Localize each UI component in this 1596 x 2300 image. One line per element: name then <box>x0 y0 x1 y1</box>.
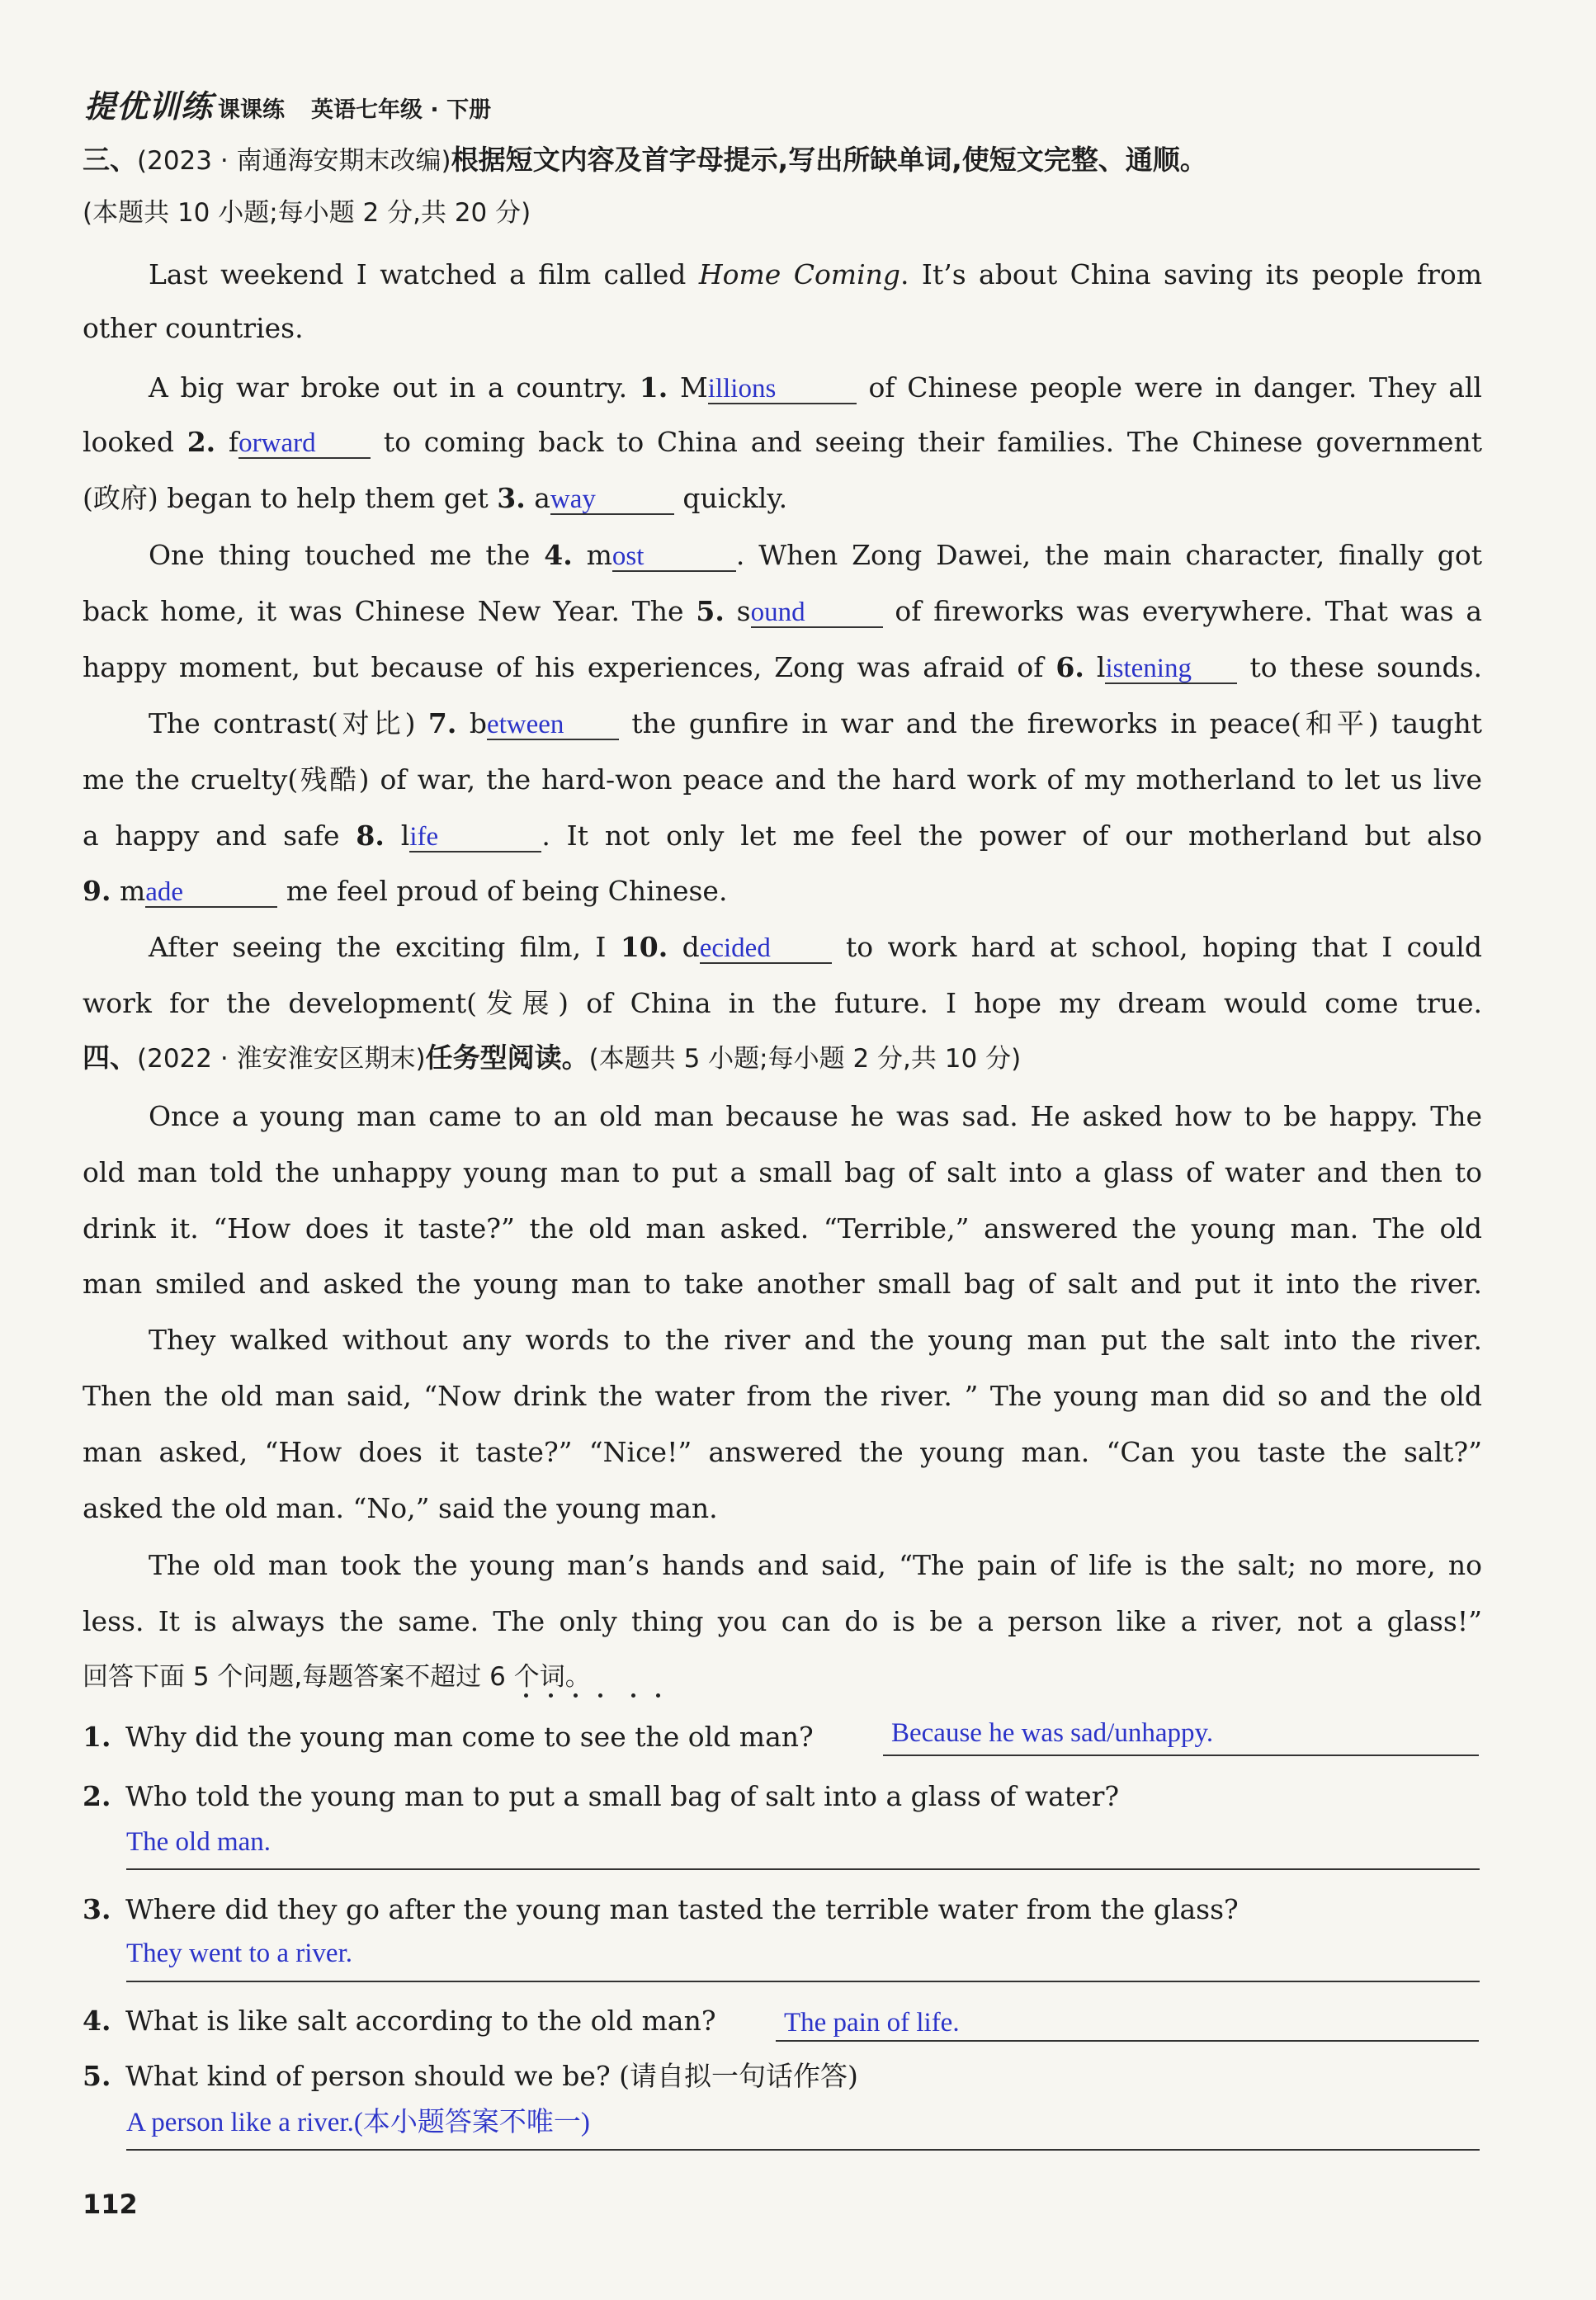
passage-3-line-3: happy moment, but because of his experiences, Zong was afraid of 6. listening to these sounds. <box>83 651 1482 683</box>
answer-4: The pain of life. <box>784 2008 960 2038</box>
passage-5-line-1: After seeing the exciting film, I 10. decided to work hard at school, hoping that I could <box>149 931 1482 963</box>
brand-logo: 提优训练 <box>84 88 214 125</box>
passage-3-line-1: One thing touched me the 4. most . When Zong Dawei, the main character, finally got <box>149 539 1482 571</box>
section-4-score: (本题共 5 小题;每小题 2 分,共 10 分) <box>588 1044 1022 1074</box>
section-3-instruction: 根据短文内容及首字母提示,写出所缺单词,使短文完整、通顺。 <box>451 144 1207 176</box>
blank-10[interactable]: ecided <box>700 933 832 964</box>
reading-line-5: They walked without any words to the river and the young man put the salt into the river. <box>149 1324 1482 1356</box>
question-5: 5. What kind of person should we be? (请自拟一句话作答) <box>83 2060 858 2092</box>
page-number: 112 <box>83 2189 138 2220</box>
passage-1-line-1: Last weekend I watched a film called Home Coming. It’s about China saving its people from <box>149 258 1483 290</box>
emphasis-dot <box>549 1693 553 1698</box>
emphasis-dot <box>598 1693 602 1698</box>
answer-line-5[interactable] <box>126 2149 1480 2151</box>
emphasis-dot <box>631 1693 635 1698</box>
blank-1[interactable]: illions <box>708 374 857 404</box>
section-3-source: (2023 · 南通海安期末改编) <box>137 146 451 176</box>
reading-line-2: old man told the unhappy young man to put a small bag of salt into a glass of water and then to <box>83 1156 1482 1188</box>
emphasis-dot <box>574 1693 578 1698</box>
answer-line-3[interactable] <box>126 1981 1480 1982</box>
answer-1: Because he was sad/unhappy. <box>891 1718 1214 1748</box>
question-3: 3. Where did they go after the young man tasted the terrible water from the glass? <box>83 1893 1239 1925</box>
reading-line-10: less. It is always the same. The only thing you can do is be a person like a river, not a glass!” <box>83 1605 1482 1637</box>
answer-line-4[interactable] <box>776 2040 1479 2042</box>
series-name: 课课练 <box>218 97 286 123</box>
passage-5-line-2: work for the development(发展) of China in the future. I hope my dream would come true. <box>83 987 1482 1019</box>
blank-5[interactable]: ound <box>751 597 883 628</box>
answer-2: The old man. <box>126 1827 272 1857</box>
passage-3-line-2: back home, it was Chinese New Year. The 5. sound of fireworks was everywhere. That was a <box>83 595 1482 627</box>
reading-line-9: The old man took the young man’s hands and said, “The pain of life is the salt; no more, no <box>149 1549 1482 1581</box>
passage-2-line-2: looked 2. forward to coming back to China and seeing their families. The Chinese government <box>83 426 1482 458</box>
page-header <box>84 81 492 125</box>
question-1: 1. Why did the young man come to see the old man? <box>83 1721 814 1753</box>
blank-9[interactable]: ade <box>145 877 277 908</box>
reading-line-8: asked the old man. “No,” said the young man. <box>83 1492 718 1524</box>
passage-4-line-3: a happy and safe 8. life . It not only let me feel the power of our motherland but also <box>83 819 1483 852</box>
answer-3: They went to a river. <box>126 1939 352 1968</box>
questions-instruction: 回答下面 5 个问题,每题答案不超过 6 个词。 <box>83 1662 591 1692</box>
question-4: 4. What is like salt according to the old man? <box>83 2005 716 2037</box>
reading-line-4: man smiled and asked the young man to take another small bag of salt and put it into the river. <box>83 1268 1482 1300</box>
blank-7[interactable]: etween <box>487 710 619 740</box>
section-4-heading: 四、(2022 · 淮安淮安区期末)任务型阅读。(本题共 5 小题;每小题 2 分,共 10 分) <box>83 1041 1022 1074</box>
section-4-source: (2022 · 淮安淮安区期末) <box>137 1044 426 1074</box>
passage-1-line-2: other countries. <box>83 312 304 344</box>
passage-2-line-1: A big war broke out in a country. 1. Millions of Chinese people were in danger. They all <box>149 371 1482 404</box>
blank-2[interactable]: orward <box>238 428 371 459</box>
section-4-title: 任务型阅读。 <box>425 1041 589 1074</box>
passage-4-line-2: me the cruelty(残酷) of war, the hard-won peace and the hard work of my motherland to let us live <box>83 763 1482 796</box>
reading-line-6: Then the old man said, “Now drink the water from the river. ” The young man did so and the old <box>83 1380 1482 1412</box>
emphasis-dots <box>524 1693 664 1702</box>
question-2: 2. Who told the young man to put a small bag of salt into a glass of water? <box>83 1780 1120 1812</box>
reading-line-3: drink it. “How does it taste?” the old man asked. “Terrible,” answered the young man. The old <box>83 1212 1482 1244</box>
blank-6[interactable]: istening <box>1105 654 1237 684</box>
subject-name: 英语七年级 · 下册 <box>311 97 492 123</box>
passage-2-line-3: (政府) began to help them get 3. away quickly. <box>83 482 788 514</box>
emphasis-dot <box>656 1693 660 1698</box>
blank-3[interactable]: way <box>550 484 674 515</box>
answer-line-1[interactable] <box>883 1755 1479 1756</box>
section-3-score: (本题共 10 小题;每小题 2 分,共 20 分) <box>83 198 531 228</box>
blank-8[interactable]: ife <box>409 822 541 852</box>
reading-line-7: man asked, “How does it taste?” “Nice!” answered the young man. “Can you taste the salt?” <box>83 1436 1482 1468</box>
passage-4-line-4: 9. made me feel proud of being Chinese. <box>83 875 728 907</box>
answer-5: A person like a river.(本小题答案不唯一) <box>126 2108 590 2137</box>
answer-line-2[interactable] <box>126 1868 1480 1870</box>
section-3-heading: 三、(2023 · 南通海安期末改编)根据短文内容及首字母提示,写出所缺单词,使短文完整、通顺。 <box>83 144 1207 176</box>
passage-4-line-1: The contrast(对比) 7. between the gunfire in war and the fireworks in peace(和平) taught <box>149 707 1482 739</box>
emphasis-dot <box>524 1693 528 1698</box>
film-title: Home Coming <box>698 258 901 290</box>
reading-line-1: Once a young man came to an old man because he was sad. He asked how to be happy. The <box>149 1100 1482 1132</box>
blank-4[interactable]: ost <box>612 541 736 572</box>
